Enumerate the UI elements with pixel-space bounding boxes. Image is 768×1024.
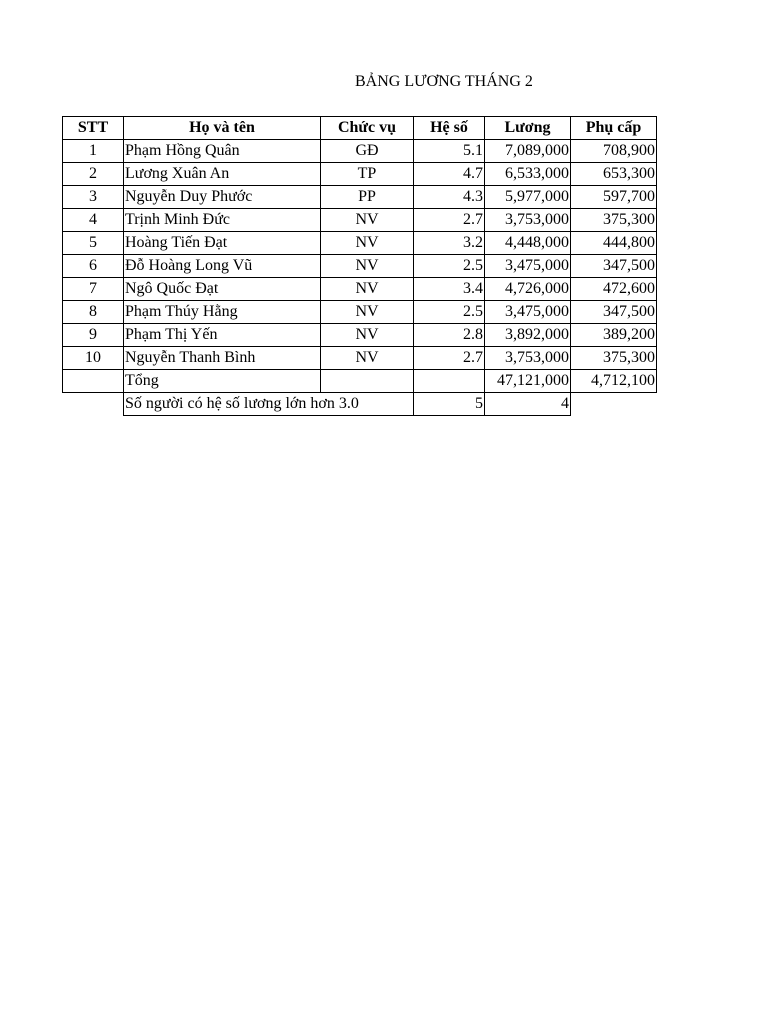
table-row bbox=[63, 232, 657, 255]
cell-salary[interactable]: 3,892,000 bbox=[485, 324, 571, 347]
table-row bbox=[63, 324, 657, 347]
cell-coefficient[interactable]: 3.2 bbox=[414, 232, 485, 255]
cell-position[interactable]: NV bbox=[321, 347, 414, 370]
count-row bbox=[63, 393, 657, 416]
cell-position[interactable]: NV bbox=[321, 301, 414, 324]
count-coefficient-value[interactable]: 5 bbox=[414, 393, 485, 416]
cell-coefficient[interactable]: 3.4 bbox=[414, 278, 485, 301]
cell-allowance[interactable]: 375,300 bbox=[571, 209, 657, 232]
cell-name[interactable]: Trịnh Minh Đức bbox=[124, 209, 321, 232]
cell-salary[interactable]: 4,448,000 bbox=[485, 232, 571, 255]
cell-salary[interactable]: 3,753,000 bbox=[485, 209, 571, 232]
cell-allowance[interactable]: 444,800 bbox=[571, 232, 657, 255]
count-label[interactable]: Số người có hệ số lương lớn hơn 3.0 bbox=[124, 393, 414, 416]
cell-allowance[interactable]: 375,300 bbox=[571, 347, 657, 370]
cell-position[interactable]: NV bbox=[321, 278, 414, 301]
cell-salary[interactable]: 3,475,000 bbox=[485, 255, 571, 278]
cell-coefficient[interactable]: 4.3 bbox=[414, 186, 485, 209]
count-salary-value[interactable]: 4 bbox=[485, 393, 571, 416]
cell-coefficient[interactable]: 2.8 bbox=[414, 324, 485, 347]
cell-position[interactable]: NV bbox=[321, 324, 414, 347]
cell-allowance[interactable]: 653,300 bbox=[571, 163, 657, 186]
total-label[interactable]: Tổng bbox=[124, 370, 321, 393]
table-row bbox=[63, 163, 657, 186]
salary-table bbox=[62, 116, 657, 416]
cell-coefficient[interactable]: 5.1 bbox=[414, 140, 485, 163]
table-row bbox=[63, 140, 657, 163]
cell-coefficient[interactable]: 2.5 bbox=[414, 301, 485, 324]
cell-name[interactable]: Phạm Hồng Quân bbox=[124, 140, 321, 163]
cell-name[interactable]: Đỗ Hoàng Long Vũ bbox=[124, 255, 321, 278]
cell-coefficient[interactable]: 2.7 bbox=[414, 209, 485, 232]
cell-stt[interactable]: 1 bbox=[63, 140, 124, 163]
count-empty-cell[interactable] bbox=[63, 393, 124, 416]
header-stt[interactable]: STT bbox=[63, 117, 124, 140]
header-coefficient[interactable]: Hệ số bbox=[414, 117, 485, 140]
cell-coefficient[interactable]: 2.5 bbox=[414, 255, 485, 278]
cell-position[interactable]: GĐ bbox=[321, 140, 414, 163]
cell-name[interactable]: Ngô Quốc Đạt bbox=[124, 278, 321, 301]
cell-allowance[interactable]: 347,500 bbox=[571, 301, 657, 324]
cell-stt[interactable]: 9 bbox=[63, 324, 124, 347]
cell-salary[interactable]: 4,726,000 bbox=[485, 278, 571, 301]
count-empty-cell-right[interactable] bbox=[571, 393, 657, 416]
table-body bbox=[63, 140, 657, 370]
cell-coefficient[interactable]: 2.7 bbox=[414, 347, 485, 370]
cell-allowance[interactable]: 472,600 bbox=[571, 278, 657, 301]
header-position[interactable]: Chức vụ bbox=[321, 117, 414, 140]
cell-salary[interactable]: 3,475,000 bbox=[485, 301, 571, 324]
cell-stt[interactable]: 5 bbox=[63, 232, 124, 255]
table-row bbox=[63, 278, 657, 301]
total-position-cell[interactable] bbox=[321, 370, 414, 393]
header-allowance[interactable]: Phụ cấp bbox=[571, 117, 657, 140]
cell-name[interactable]: Nguyễn Duy Phước bbox=[124, 186, 321, 209]
cell-name[interactable]: Hoàng Tiến Đạt bbox=[124, 232, 321, 255]
cell-stt[interactable]: 10 bbox=[63, 347, 124, 370]
cell-allowance[interactable]: 347,500 bbox=[571, 255, 657, 278]
table-row bbox=[63, 301, 657, 324]
cell-name[interactable]: Lương Xuân An bbox=[124, 163, 321, 186]
cell-name[interactable]: Phạm Thúy Hằng bbox=[124, 301, 321, 324]
total-allowance[interactable]: 4,712,100 bbox=[571, 370, 657, 393]
cell-allowance[interactable]: 389,200 bbox=[571, 324, 657, 347]
cell-position[interactable]: PP bbox=[321, 186, 414, 209]
cell-stt[interactable]: 3 bbox=[63, 186, 124, 209]
cell-name[interactable]: Phạm Thị Yến bbox=[124, 324, 321, 347]
table-header-row bbox=[63, 117, 657, 140]
cell-coefficient[interactable]: 4.7 bbox=[414, 163, 485, 186]
cell-allowance[interactable]: 708,900 bbox=[571, 140, 657, 163]
cell-stt[interactable]: 8 bbox=[63, 301, 124, 324]
cell-stt[interactable]: 4 bbox=[63, 209, 124, 232]
header-salary[interactable]: Lương bbox=[485, 117, 571, 140]
table-row bbox=[63, 255, 657, 278]
table-row bbox=[63, 347, 657, 370]
cell-stt[interactable]: 7 bbox=[63, 278, 124, 301]
cell-allowance[interactable]: 597,700 bbox=[571, 186, 657, 209]
table-row bbox=[63, 186, 657, 209]
total-coefficient-cell[interactable] bbox=[414, 370, 485, 393]
header-name[interactable]: Họ và tên bbox=[124, 117, 321, 140]
cell-salary[interactable]: 6,533,000 bbox=[485, 163, 571, 186]
cell-position[interactable]: TP bbox=[321, 163, 414, 186]
table-row bbox=[63, 209, 657, 232]
cell-position[interactable]: NV bbox=[321, 255, 414, 278]
cell-name[interactable]: Nguyễn Thanh Bình bbox=[124, 347, 321, 370]
total-row bbox=[63, 370, 657, 393]
cell-position[interactable]: NV bbox=[321, 209, 414, 232]
total-salary[interactable]: 47,121,000 bbox=[485, 370, 571, 393]
cell-salary[interactable]: 3,753,000 bbox=[485, 347, 571, 370]
sheet-title: BẢNG LƯƠNG THÁNG 2 bbox=[355, 73, 533, 90]
cell-stt[interactable]: 2 bbox=[63, 163, 124, 186]
cell-salary[interactable]: 7,089,000 bbox=[485, 140, 571, 163]
cell-position[interactable]: NV bbox=[321, 232, 414, 255]
cell-salary[interactable]: 5,977,000 bbox=[485, 186, 571, 209]
total-stt-cell[interactable] bbox=[63, 370, 124, 393]
cell-stt[interactable]: 6 bbox=[63, 255, 124, 278]
